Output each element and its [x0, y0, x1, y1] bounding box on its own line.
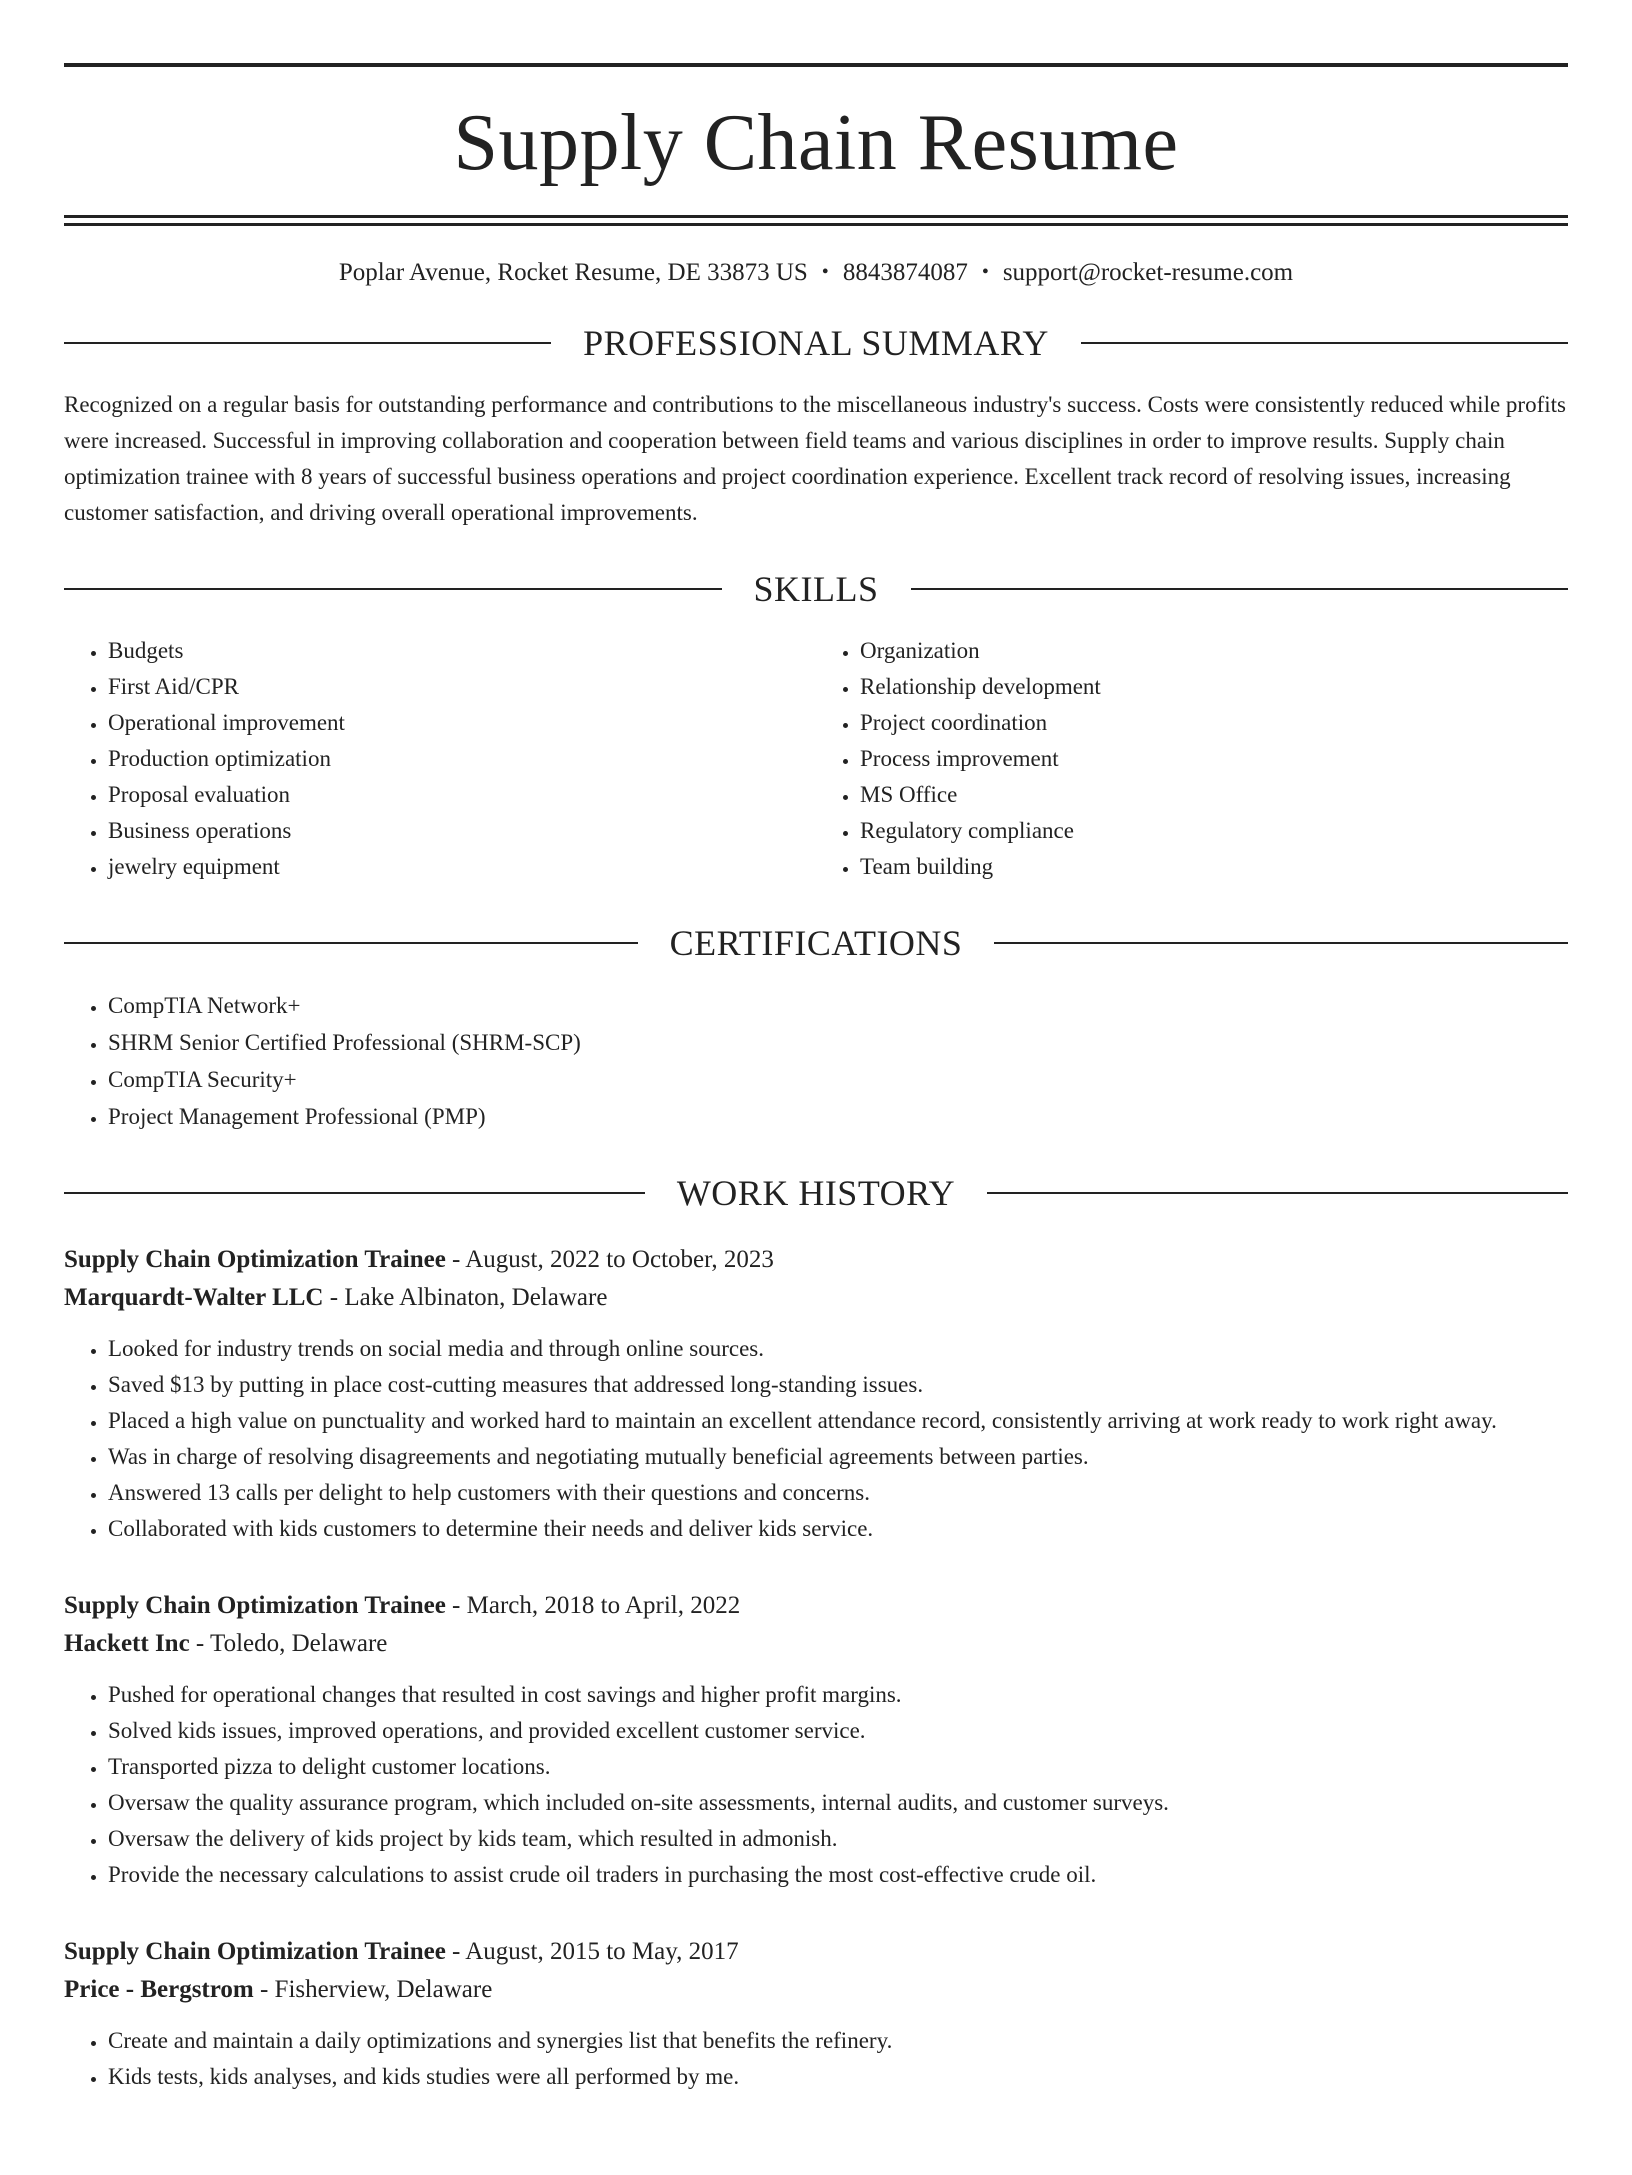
job-location: - Toledo, Delaware	[189, 1630, 388, 1657]
job-title-line	[64, 1241, 1568, 1279]
skill-item: • Budgets	[108, 633, 816, 669]
job-bullet: • Looked for industry trends on social media and through online sources.	[108, 1331, 1568, 1367]
skills-column-left	[64, 633, 816, 885]
section-title: WORK HISTORY	[676, 1173, 956, 1213]
divider	[994, 942, 1568, 944]
contact-separator: •	[981, 261, 989, 283]
section-title: PROFESSIONAL SUMMARY	[583, 323, 1049, 363]
job-bullet: • Oversaw the quality assurance program, which included on-site assessments, internal audits, and customer surveys.	[108, 1785, 1568, 1821]
job-bullet: • Saved $13 by putting in place cost-cutting measures that addressed long-standing issues.	[108, 1367, 1568, 1403]
job-title: Supply Chain Optimization Trainee	[64, 1592, 446, 1619]
skill-item: • Proposal evaluation	[108, 777, 816, 813]
certification-item: • CompTIA Network+	[108, 987, 1568, 1024]
divider	[64, 342, 551, 344]
job-dates: - August, 2015 to May, 2017	[445, 1938, 739, 1965]
certification-item: • SHRM Senior Certified Professional (SHRM-SCP)	[108, 1024, 1568, 1061]
section-heading-work-history	[64, 1175, 1568, 1211]
job-dates: - August, 2022 to October, 2023	[445, 1246, 774, 1273]
job-bullet: • Kids tests, kids analyses, and kids studies were all performed by me.	[108, 2059, 1568, 2095]
job-title-line	[64, 1587, 1568, 1625]
divider	[1081, 342, 1568, 344]
divider	[911, 588, 1569, 590]
title-rule-upper	[64, 215, 1568, 218]
top-rule	[64, 63, 1568, 67]
contact-phone: 8843874087	[842, 259, 968, 286]
job-bullets	[64, 1331, 1568, 1547]
job-company-line	[64, 1279, 1568, 1317]
job-bullets	[64, 1677, 1568, 1893]
job-bullets	[64, 2023, 1568, 2095]
skill-item: • Project coordination	[860, 705, 1568, 741]
job-location: - Fisherview, Delaware	[253, 1976, 493, 2003]
job-title: Supply Chain Optimization Trainee	[64, 1246, 446, 1273]
job-bullet: • Was in charge of resolving disagreements and negotiating mutually beneficial agreements between parties.	[108, 1439, 1568, 1475]
job-company-line	[64, 1971, 1568, 2009]
skills-column-right	[816, 633, 1568, 885]
skill-item: • Business operations	[108, 813, 816, 849]
job-title: Supply Chain Optimization Trainee	[64, 1938, 446, 1965]
skill-item: • Team building	[860, 849, 1568, 885]
job-bullet: • Answered 13 calls per delight to help customers with their questions and concerns.	[108, 1475, 1568, 1511]
job-company-line	[64, 1625, 1568, 1663]
section-heading-certifications	[64, 925, 1568, 961]
section-title: SKILLS	[753, 569, 879, 609]
skill-item: • Relationship development	[860, 669, 1568, 705]
job-bullet: • Provide the necessary calculations to assist crude oil traders in purchasing the most cost-effective crude oil.	[108, 1857, 1568, 1893]
skill-item: • Process improvement	[860, 741, 1568, 777]
divider	[64, 1192, 645, 1194]
job-bullet: • Oversaw the delivery of kids project by kids team, which resulted in admonish.	[108, 1821, 1568, 1857]
page-title: Supply Chain Resume	[453, 99, 1179, 187]
title-rule-lower	[64, 223, 1568, 226]
skill-item: • Regulatory compliance	[860, 813, 1568, 849]
section-title: CERTIFICATIONS	[669, 923, 963, 963]
job-bullet: • Transported pizza to delight customer locations.	[108, 1749, 1568, 1785]
contact-email[interactable]: support@rocket-resume.com	[1002, 259, 1294, 286]
job-entry	[64, 1933, 1568, 2095]
certifications-list	[64, 987, 1568, 1135]
job-bullet: • Placed a high value on punctuality and worked hard to maintain an excellent attendance record, consistently arriving at work ready to work right away.	[108, 1403, 1568, 1439]
summary-text: Recognized on a regular basis for outstanding performance and contributions to the miscellaneous industry's success. Costs were consistently reduced while profits were increased. Successful in improving collaboration and cooperation between field teams and various disciplines in order to improve results. Supply chain optimization trainee with 8 years of successful business operations and project coordination experience. Excellent track record of resolving issues, increasing customer satisfaction, and driving overall operational improvements.	[64, 392, 1566, 525]
job-bullet: • Create and maintain a daily optimizations and synergies list that benefits the refinery.	[108, 2023, 1568, 2059]
certification-item: • CompTIA Security+	[108, 1061, 1568, 1098]
job-entry	[64, 1241, 1568, 1547]
skill-item: • Production optimization	[108, 741, 816, 777]
job-company: Marquardt-Walter LLC	[64, 1284, 324, 1311]
job-bullet: • Collaborated with kids customers to determine their needs and deliver kids service.	[108, 1511, 1568, 1547]
job-company: Hackett Inc	[64, 1630, 190, 1657]
divider	[64, 942, 638, 944]
skills-list	[64, 633, 1568, 885]
divider	[987, 1192, 1568, 1194]
job-entry	[64, 1587, 1568, 1893]
skill-item: • jewelry equipment	[108, 849, 816, 885]
job-dates: - March, 2018 to April, 2022	[445, 1592, 741, 1619]
contact-separator: •	[821, 261, 829, 283]
contact-address: Poplar Avenue, Rocket Resume, DE 33873 US	[338, 259, 808, 286]
job-company: Price - Bergstrom	[64, 1976, 254, 2003]
job-bullet: • Pushed for operational changes that resulted in cost savings and higher profit margins.	[108, 1677, 1568, 1713]
job-location: - Lake Albinaton, Delaware	[323, 1284, 608, 1311]
divider	[64, 588, 722, 590]
contact-line	[64, 260, 1568, 285]
skill-item: • Organization	[860, 633, 1568, 669]
certification-item: • Project Management Professional (PMP)	[108, 1098, 1568, 1135]
section-heading-summary	[64, 325, 1568, 361]
skill-item: • Operational improvement	[108, 705, 816, 741]
skill-item: • MS Office	[860, 777, 1568, 813]
job-title-line	[64, 1933, 1568, 1971]
resume-page	[0, 63, 1632, 2175]
section-heading-skills	[64, 571, 1568, 607]
skill-item: • First Aid/CPR	[108, 669, 816, 705]
job-bullet: • Solved kids issues, improved operations, and provided excellent customer service.	[108, 1713, 1568, 1749]
